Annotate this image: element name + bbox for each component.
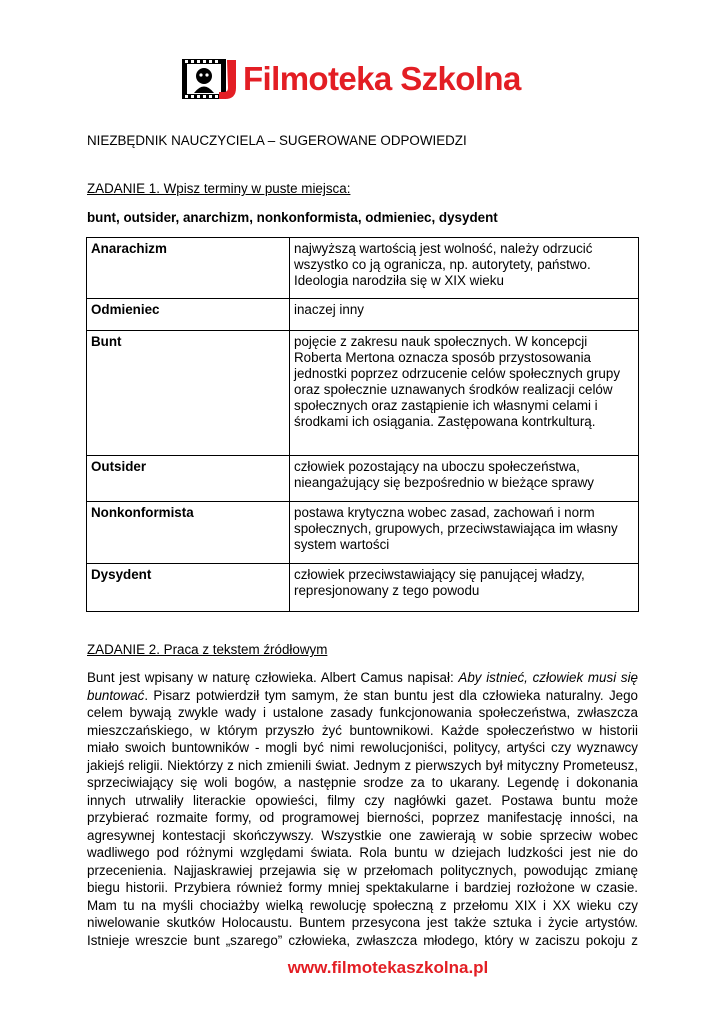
camus-quote: Aby istnieć, człowiek musi się	[458, 670, 638, 685]
text-line: buntować. Pisarz potwierdził tym samym, że stan buntu jest dla człowieka naturalny. Jego	[87, 687, 638, 703]
definition-line: człowiek pozostający na uboczu społeczeństwa,	[294, 459, 580, 474]
term-cell: Dysydent	[87, 564, 290, 612]
page-heading: NIEZBĘDNIK NAUCZYCIELA – SUGEROWANE ODPOWIEDZI	[87, 133, 467, 148]
camus-quote-end: buntować	[87, 687, 145, 703]
filmoteka-logo	[181, 56, 521, 102]
definition-cell	[290, 238, 639, 299]
definition-line: represjonowany z tego powodu	[294, 583, 480, 598]
definition-cell	[290, 299, 639, 331]
definition-line: inaczej inny	[294, 302, 364, 317]
task1-terms-list: bunt, outsider, anarchizm, nonkonformista, odmieniec, dysydent	[87, 210, 498, 225]
task1-title: ZADANIE 1. Wpisz terminy w puste miejsca:	[87, 181, 351, 196]
text-line: wadliwego pod różnymi względami świata. Rola buntu w dziejach ludzkości jest nie do	[87, 845, 638, 860]
definition-line: człowiek przeciwstawiający się panującej władzy,	[294, 567, 585, 582]
definition-line: społecznych oraz zastąpienie ich własnymi celami i	[294, 398, 598, 413]
table-row	[87, 299, 639, 331]
table-row	[87, 502, 639, 564]
table-row	[87, 331, 639, 456]
table-row	[87, 564, 639, 612]
definition-cell	[290, 456, 639, 502]
film-reel-logo-icon	[181, 56, 239, 102]
logo-text: Filmoteka Szkolna	[243, 60, 521, 97]
table-row	[87, 456, 639, 502]
definition-line: najwyższą wartością jest wolność, należy odrzucić	[294, 241, 593, 256]
text-line: mieszczańskiego, w którym przyszło żyć buntownikowi. Każde społeczeństwo w historii	[87, 722, 638, 738]
definition-line: oraz społecznie uznawanych środków realizacji celów	[294, 382, 613, 397]
term-cell: Odmieniec	[87, 299, 290, 331]
text-line: Bunt jest wpisany w naturę człowieka. Albert Camus napisał: Aby istnieć, człowiek musi się	[87, 670, 638, 685]
text-line: biegu historii. Przybiera również formy mniej spektakularne i bardziej rozłożone w czasie.	[87, 880, 638, 895]
text-line: miało swoich buntowników - mogli być nimi rewolucjoniści, politycy, artyści czy wyznawcy	[87, 740, 638, 755]
definition-line: system wartości	[294, 537, 390, 552]
source-text	[87, 669, 638, 949]
table-row	[87, 238, 639, 299]
definition-cell	[290, 502, 639, 564]
text-line: Istnieje wreszcie bunt „szarego” człowieka, zwłaszcza młodego, który w zaciszu pokoju z	[87, 932, 638, 948]
definition-line: społecznych, grupowych, przeciwstawiająca im własny	[294, 521, 618, 536]
term-cell: Outsider	[87, 456, 290, 502]
definition-line: wszystko co ją ogranicza, np. autorytety, państwo.	[294, 257, 591, 272]
definition-cell	[290, 564, 639, 612]
terms-table	[86, 237, 639, 612]
term-cell: Bunt	[87, 331, 290, 456]
definition-cell	[290, 331, 639, 456]
definition-line: nieangażujący się bezpośrednio w bieżące sprawy	[294, 475, 594, 490]
text-line: Mam tu na myśli chociażby wielką rewolucję społeczną z przełomu XIX i XX wieku czy	[87, 897, 638, 913]
text-line: przecenienia. Najjaskrawiej przejawia się w przełomach politycznych, powodując zmianę	[87, 862, 638, 878]
definition-line: Ideologia narodziła się w XIX wieku	[294, 273, 504, 288]
text-line: agresywnej kontestacji skończywszy. Wszystkie one zawierają w sobie sprzeciw wobec	[87, 827, 638, 843]
definition-line: pojęcie z zakresu nauk społecznych. W koncepcji	[294, 334, 588, 349]
footer-url[interactable]: www.filmotekaszkolna.pl	[287, 958, 489, 977]
term-cell: Anarachizm	[87, 238, 290, 299]
text-line: innych utrwaliły literackie opowieści, filmy czy nagłówki gazet. Postawa buntu może	[87, 792, 638, 808]
text-line: jakiejś religii. Niektórzy z nich zmienili świat. Jednym z pierwszych był mityczny Prometeusz,	[87, 757, 638, 773]
definition-line: postawa krytyczna wobec zasad, zachowań i norm	[294, 505, 595, 520]
task2-title: ZADANIE 2. Praca z tekstem źródłowym	[87, 642, 328, 657]
text-line: przybierać rozmaite formy, od programowej bierności, poprzez manifestację inności, na	[87, 810, 638, 825]
text-line: sprzeciwiający się woli bogów, a następnie srodze za to ukarany. Legendę i dokonania	[87, 775, 638, 790]
term-cell: Nonkonformista	[87, 502, 290, 564]
definition-line: Roberta Mertona oznacza sposób przystosowania	[294, 350, 591, 365]
definition-line: jednostki poprzez odrzucenie celów społecznych grupy	[294, 366, 621, 381]
definition-line: środkami ich osiągania. Zastępowana kontrkulturą.	[294, 414, 596, 429]
text-line: niwelowanie skutków Holocaustu. Buntem przesycona jest także sztuka i życie artystów.	[87, 915, 638, 930]
text-line: celem bywają zwykle wady i ustalone zasady funkcjonowania społeczeństwa, zwłaszcza	[87, 705, 638, 720]
